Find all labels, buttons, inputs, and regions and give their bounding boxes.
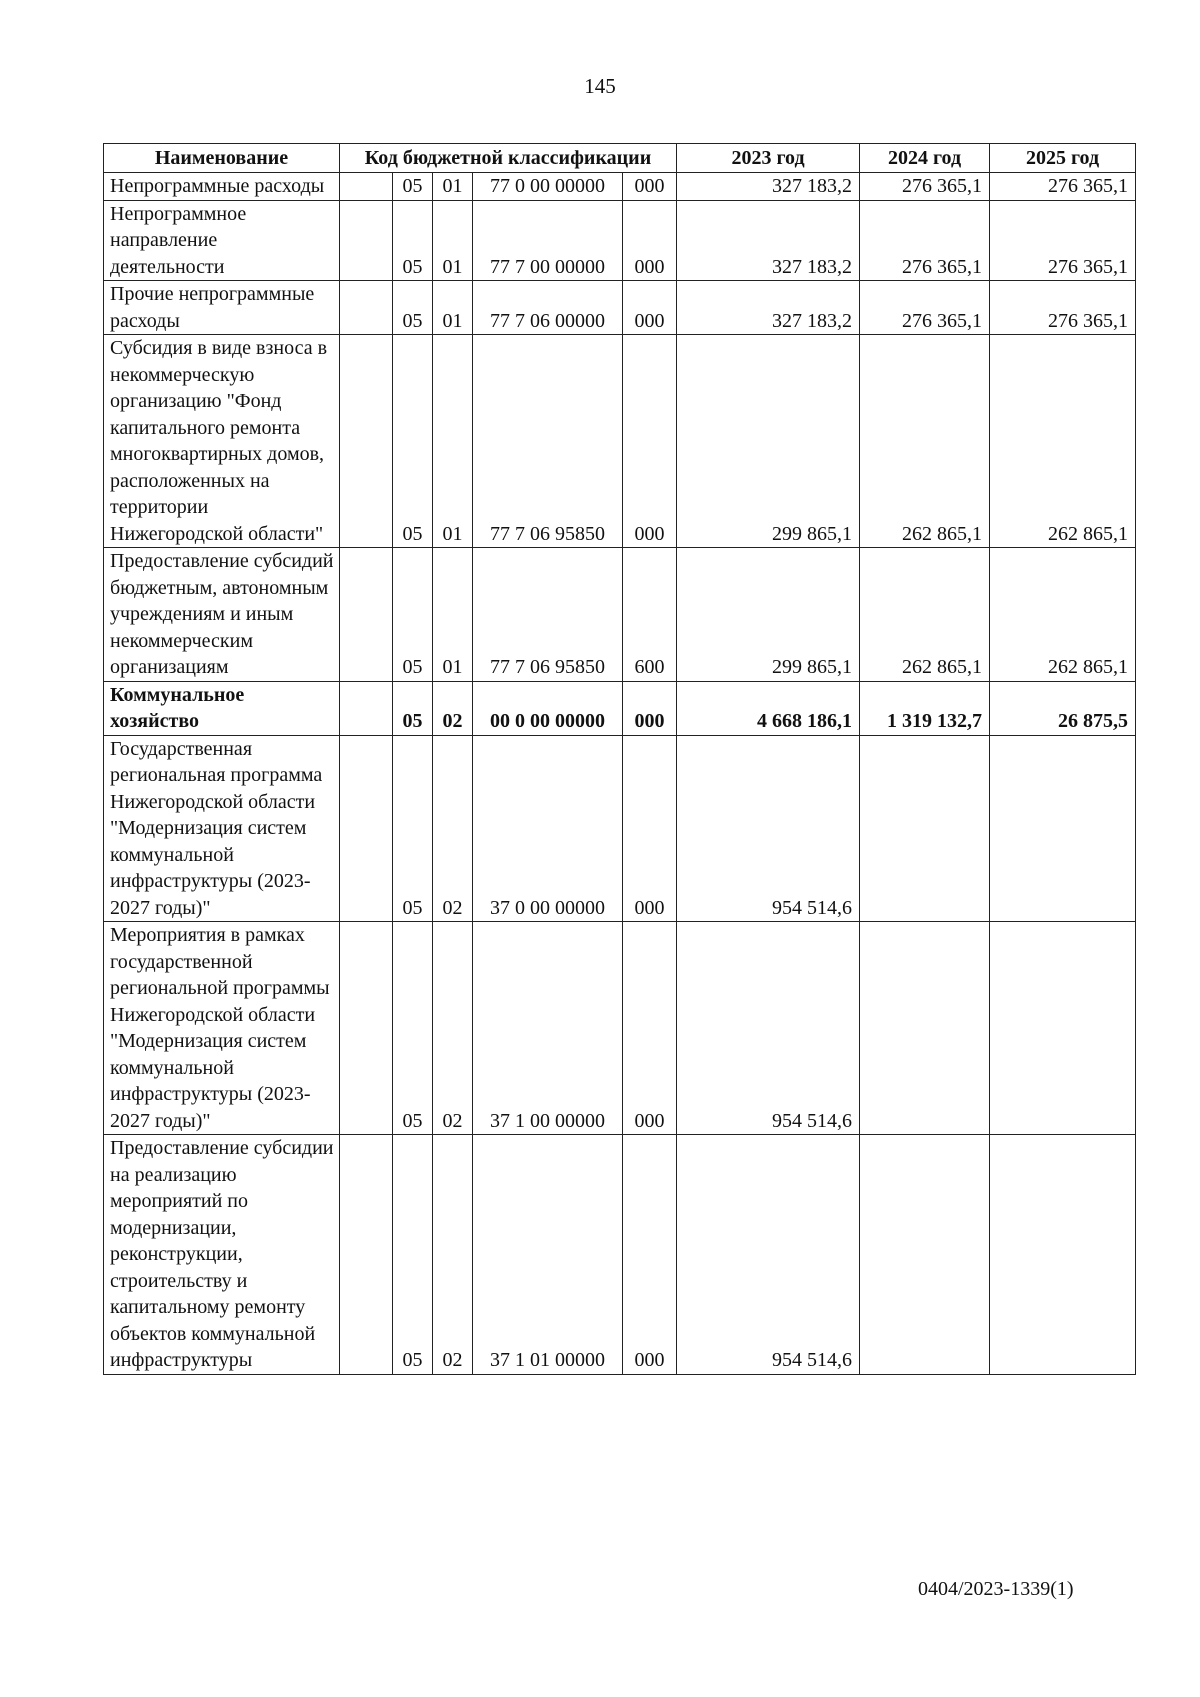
header-code: Код бюджетной классификации (340, 144, 677, 173)
row-2025-value-cell (990, 1135, 1136, 1375)
row-2024-value-cell: 276 365,1 (860, 281, 990, 335)
header-name: Наименование (104, 144, 340, 173)
row-name-cell: Предоставление субсидий бюджетным, автономным учреждениям и иным некоммерческим организациям (104, 548, 340, 682)
row-name-cell: Непрограммное направление деятельности (104, 200, 340, 281)
row-code-blank-cell (340, 681, 393, 735)
header-2025: 2025 год (990, 144, 1136, 173)
row-expense-type-cell: 000 (623, 200, 677, 281)
row-section-code-cell: 05 (393, 735, 433, 922)
row-expense-type-cell: 000 (623, 173, 677, 201)
row-expense-type-cell: 000 (623, 1135, 677, 1375)
table-body (104, 173, 1136, 1375)
row-code-blank-cell (340, 735, 393, 922)
row-expense-type-cell: 000 (623, 735, 677, 922)
table-row (104, 922, 1136, 1135)
row-subsection-code-cell: 02 (433, 1135, 473, 1375)
row-target-article-cell: 00 0 00 00000 (473, 681, 623, 735)
row-2023-value-cell: 299 865,1 (677, 548, 860, 682)
row-name-cell: Прочие непрограммные расходы (104, 281, 340, 335)
row-2024-value-cell: 262 865,1 (860, 335, 990, 548)
header-2023: 2023 год (677, 144, 860, 173)
row-target-article-cell: 77 7 06 95850 (473, 548, 623, 682)
row-name-cell: Субсидия в виде взноса в некоммерческую организацию "Фонд капитального ремонта многоквартирных домов, расположенных на территории Нижегородской области" (104, 335, 340, 548)
document-code: 0404/2023-1339(1) (918, 1578, 1074, 1600)
row-target-article-cell: 37 1 01 00000 (473, 1135, 623, 1375)
row-2023-value-cell: 327 183,2 (677, 200, 860, 281)
row-section-code-cell: 05 (393, 200, 433, 281)
table-row (104, 173, 1136, 201)
row-code-blank-cell (340, 335, 393, 548)
row-section-code-cell: 05 (393, 173, 433, 201)
row-2024-value-cell (860, 735, 990, 922)
row-2024-value-cell (860, 1135, 990, 1375)
row-subsection-code-cell: 02 (433, 681, 473, 735)
row-2025-value-cell (990, 735, 1136, 922)
table-row (104, 681, 1136, 735)
row-subsection-code-cell: 01 (433, 548, 473, 682)
row-section-code-cell: 05 (393, 548, 433, 682)
header-2024: 2024 год (860, 144, 990, 173)
table-header-row (104, 144, 1136, 173)
row-2024-value-cell (860, 922, 990, 1135)
row-name-cell: Предоставление субсидии на реализацию мероприятий по модернизации, реконструкции, строительству и капитальному ремонту объектов коммунальной инфраструктуры (104, 1135, 340, 1375)
row-code-blank-cell (340, 548, 393, 682)
row-2025-value-cell: 276 365,1 (990, 173, 1136, 201)
row-2023-value-cell: 299 865,1 (677, 335, 860, 548)
row-subsection-code-cell: 02 (433, 735, 473, 922)
row-subsection-code-cell: 01 (433, 281, 473, 335)
row-2025-value-cell (990, 922, 1136, 1135)
row-section-code-cell: 05 (393, 335, 433, 548)
row-2024-value-cell: 276 365,1 (860, 200, 990, 281)
row-2023-value-cell: 954 514,6 (677, 1135, 860, 1375)
table-row (104, 1135, 1136, 1375)
row-2025-value-cell: 26 875,5 (990, 681, 1136, 735)
row-name-cell: Коммунальное хозяйство (104, 681, 340, 735)
table-row (104, 200, 1136, 281)
row-2023-value-cell: 4 668 186,1 (677, 681, 860, 735)
row-2023-value-cell: 954 514,6 (677, 735, 860, 922)
row-2025-value-cell: 262 865,1 (990, 548, 1136, 682)
row-section-code-cell: 05 (393, 1135, 433, 1375)
row-2024-value-cell: 276 365,1 (860, 173, 990, 201)
table-row (104, 281, 1136, 335)
row-target-article-cell: 77 7 06 00000 (473, 281, 623, 335)
row-2025-value-cell: 262 865,1 (990, 335, 1136, 548)
table-row (104, 735, 1136, 922)
row-2024-value-cell: 262 865,1 (860, 548, 990, 682)
row-section-code-cell: 05 (393, 922, 433, 1135)
row-2023-value-cell: 327 183,2 (677, 281, 860, 335)
row-section-code-cell: 05 (393, 681, 433, 735)
budget-table (103, 143, 1136, 1375)
row-code-blank-cell (340, 281, 393, 335)
row-2024-value-cell: 1 319 132,7 (860, 681, 990, 735)
row-target-article-cell: 77 0 00 00000 (473, 173, 623, 201)
row-expense-type-cell: 600 (623, 548, 677, 682)
table-row (104, 335, 1136, 548)
row-expense-type-cell: 000 (623, 281, 677, 335)
row-section-code-cell: 05 (393, 281, 433, 335)
row-name-cell: Мероприятия в рамках государственной региональной программы Нижегородской области "Модернизация систем коммунальной инфраструктуры (2023-2027 годы)" (104, 922, 340, 1135)
row-subsection-code-cell: 02 (433, 922, 473, 1135)
row-expense-type-cell: 000 (623, 335, 677, 548)
row-subsection-code-cell: 01 (433, 335, 473, 548)
row-2023-value-cell: 954 514,6 (677, 922, 860, 1135)
row-code-blank-cell (340, 200, 393, 281)
row-subsection-code-cell: 01 (433, 173, 473, 201)
row-code-blank-cell (340, 922, 393, 1135)
row-expense-type-cell: 000 (623, 681, 677, 735)
table-row (104, 548, 1136, 682)
row-target-article-cell: 37 0 00 00000 (473, 735, 623, 922)
row-target-article-cell: 77 7 06 95850 (473, 335, 623, 548)
page-number: 145 (584, 74, 616, 98)
row-code-blank-cell (340, 1135, 393, 1375)
row-target-article-cell: 77 7 00 00000 (473, 200, 623, 281)
row-2023-value-cell: 327 183,2 (677, 173, 860, 201)
row-2025-value-cell: 276 365,1 (990, 200, 1136, 281)
row-name-cell: Непрограммные расходы (104, 173, 340, 201)
row-code-blank-cell (340, 173, 393, 201)
row-expense-type-cell: 000 (623, 922, 677, 1135)
row-name-cell: Государственная региональная программа Нижегородской области "Модернизация систем коммунальной инфраструктуры (2023-2027 годы)" (104, 735, 340, 922)
row-subsection-code-cell: 01 (433, 200, 473, 281)
row-target-article-cell: 37 1 00 00000 (473, 922, 623, 1135)
row-2025-value-cell: 276 365,1 (990, 281, 1136, 335)
